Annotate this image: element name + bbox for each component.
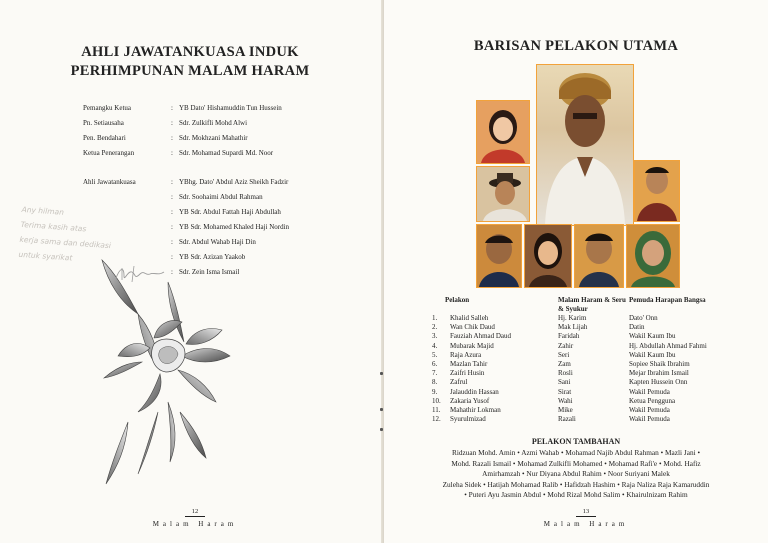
page-number: 13 bbox=[582, 508, 590, 515]
cast-role2: Mejar Ibrahim Ismail bbox=[629, 369, 689, 378]
cast-table bbox=[432, 296, 742, 424]
committee-name: Sdr. Mokhzani Mahathir bbox=[179, 133, 248, 142]
cast-rows bbox=[432, 314, 742, 424]
committee-row: : Sdr. Zein Isma Ismail bbox=[83, 264, 373, 279]
cast-number: 2. bbox=[432, 323, 438, 332]
cast-actor: Mazlan Tahir bbox=[450, 359, 488, 368]
page-number-13 bbox=[521, 508, 651, 528]
cast-actor: Khalid Salleh bbox=[450, 314, 489, 322]
cast-row bbox=[432, 397, 742, 406]
additional-cast-title: PELAKON TAMBAHAN bbox=[531, 437, 621, 446]
cast-role2: Sopiee Shaik Ibrahim bbox=[629, 359, 690, 368]
cast-row bbox=[432, 323, 742, 332]
cast-number: 5. bbox=[432, 350, 438, 359]
actor-photo-2 bbox=[574, 224, 624, 288]
page-number: 12 bbox=[191, 508, 199, 515]
cast-row bbox=[432, 415, 742, 424]
committee-row: : YB Sdr. Abdul Fattah Haji Abdullah bbox=[83, 204, 373, 219]
cast-role1: Faridah bbox=[558, 332, 580, 341]
cast-role2: Wakil Pemuda bbox=[629, 415, 670, 424]
cast-table-header bbox=[432, 296, 742, 314]
cast-title: BARISAN PELAKON UTAMA bbox=[473, 38, 679, 54]
cast-actor: Wan Chik Daud bbox=[450, 323, 495, 332]
page-number-12 bbox=[130, 508, 260, 528]
cast-role1: Wahi bbox=[558, 396, 573, 405]
additional-cast-line: Amirhamzah • Nur Diyana Abdul Rahim • Noor Suriyani Malek bbox=[482, 469, 670, 479]
committee-row: : YB Sdr. Mohamed Khaled Haji Nordin bbox=[83, 219, 373, 234]
header-actor: Pelakon bbox=[445, 296, 470, 304]
cast-role1: Rosli bbox=[558, 369, 573, 378]
pencil-note: Any hilman Terima kasih atas kerja sama dan dedikasi untuk syarikat bbox=[18, 204, 112, 263]
member-name: YBhg. Dato' Abdul Aziz Sheikh Fadzir bbox=[179, 177, 289, 186]
cast-actor: Syurulmizad bbox=[450, 415, 486, 424]
cast-row bbox=[432, 342, 742, 351]
cast-role1: Hj. Karim bbox=[558, 314, 587, 322]
cast-role1: Mak Lijah bbox=[558, 323, 588, 332]
committee-name: Sdr. Zulkifli Mohd Alwi bbox=[179, 118, 248, 127]
cast-photo-collage bbox=[476, 64, 680, 288]
cast-role2: Wakil Pemuda bbox=[629, 387, 670, 396]
cast-row bbox=[432, 388, 742, 397]
committee-title-line2: PERHIMPUNAN MALAM HARAM bbox=[70, 63, 310, 79]
committee-role: Ketua Penerangan bbox=[83, 148, 135, 157]
member-name: Sdr. Abdul Wahab Haji Din bbox=[179, 237, 256, 246]
cast-row bbox=[432, 378, 742, 387]
member-name: Sdr. Soohaimi Abdul Rahman bbox=[179, 192, 263, 201]
committee-title-line1: AHLI JAWATANKUASA INDUK bbox=[81, 44, 299, 60]
committee-role: Pemangku Ketua bbox=[83, 103, 132, 112]
cast-row bbox=[432, 332, 742, 341]
cast-number: 10. bbox=[432, 396, 441, 405]
committee-row: Pn. Setiausaha : Sdr. Zulkifli Mohd Alwi bbox=[83, 115, 373, 130]
cast-role1: Razali bbox=[558, 415, 576, 424]
flower-illustration bbox=[98, 252, 258, 502]
additional-cast-line: Mohd. Razali Ismail • Mohamad Zulkifli Mohamed • Mohamad Rafi'e • Mohd. Hafiz bbox=[451, 458, 701, 468]
footer-title: Malam Haram bbox=[152, 520, 238, 528]
actor-photo-1 bbox=[476, 224, 522, 288]
committee-name: YB Dato' Hishamuddin Tun Hussein bbox=[179, 103, 282, 112]
member-name: YB Sdr. Azizan Yaakob bbox=[179, 252, 246, 261]
header-role2: Pemuda Harapan Bangsa bbox=[629, 296, 706, 304]
additional-cast-line: Ridzuan Mohd. Amin • Azmi Wahab • Mohamad Najib Abdul Rahman • Mazli Jani • bbox=[451, 448, 701, 458]
cast-actor: Mubarak Majid bbox=[450, 341, 494, 350]
committee-row: Pemangku Ketua : YB Dato' Hishamuddin Tun Hussein bbox=[83, 100, 373, 115]
committee-name: Sdr. Mohamad Supardi Md. Noor bbox=[179, 148, 274, 157]
cast-number: 4. bbox=[432, 341, 438, 350]
cast-role2: Dato' Onn bbox=[629, 314, 658, 322]
cast-row bbox=[432, 314, 742, 323]
cast-number: 9. bbox=[432, 387, 438, 396]
actress-hijab-photo bbox=[626, 224, 680, 288]
cast-role1: Mike bbox=[558, 405, 573, 414]
actor-hat-photo bbox=[476, 166, 530, 222]
signature bbox=[112, 262, 172, 286]
cast-row bbox=[432, 406, 742, 415]
cast-row bbox=[432, 351, 742, 360]
additional-cast bbox=[404, 437, 748, 500]
right-page bbox=[384, 0, 768, 543]
cast-role1: Seri bbox=[558, 350, 570, 359]
cast-row bbox=[432, 369, 742, 378]
cast-number: 7. bbox=[432, 369, 438, 378]
cast-number: 6. bbox=[432, 359, 438, 368]
member-name: YB Sdr. Mohamed Khaled Haji Nordin bbox=[179, 222, 290, 231]
committee-row: : Sdr. Abdul Wahab Haji Din bbox=[83, 234, 373, 249]
cast-number: 1. bbox=[432, 314, 438, 322]
cast-role2: Kapten Hussein Onn bbox=[629, 378, 688, 387]
cast-actor: Zakaria Yusof bbox=[450, 396, 490, 405]
lead-actor-photo bbox=[536, 64, 634, 226]
cast-number: 11. bbox=[432, 405, 441, 414]
member-name: YB Sdr. Abdul Fattah Haji Abdullah bbox=[179, 207, 281, 216]
actor-suit-photo bbox=[634, 160, 680, 222]
cast-actor: Fauziah Ahmad Daud bbox=[450, 332, 512, 341]
committee-row: Pen. Bendahari : Sdr. Mokhzani Mahathir bbox=[83, 130, 373, 145]
cast-row bbox=[432, 360, 742, 369]
cast-role1: Zahir bbox=[558, 341, 574, 350]
member-name: Sdr. Zein Isma Ismail bbox=[179, 267, 240, 276]
cast-role2: Wakil Kaum Ibu bbox=[629, 332, 676, 341]
cast-role2: Wakil Pemuda bbox=[629, 405, 670, 414]
cast-role2: Wakil Kaum Ibu bbox=[629, 350, 676, 359]
cast-actor: Zaifri Husin bbox=[450, 369, 485, 378]
cast-role2: Datin bbox=[629, 323, 645, 332]
committee-role: Pn. Setiausaha bbox=[83, 118, 124, 127]
additional-cast-line: • Puteri Ayu Jasmin Abdul • Mohd Rizal Mohd Salim • Khairulnizam Rahim bbox=[464, 490, 688, 500]
actress-photo bbox=[476, 100, 530, 164]
cast-role2: Hj. Abdullah Ahmad Fahmi bbox=[629, 341, 707, 350]
cast-role2: Ketua Pengguna bbox=[629, 396, 676, 405]
committee-row: Ketua Penerangan : Sdr. Mohamad Supardi Md. Noor bbox=[83, 145, 373, 160]
committee-title bbox=[60, 43, 320, 81]
cast-actor: Zafrul bbox=[450, 378, 468, 387]
cast-actor: Mahathir Lokman bbox=[450, 405, 501, 414]
committee-row: : Sdr. Soohaimi Abdul Rahman bbox=[83, 189, 373, 204]
cast-number: 12. bbox=[432, 415, 441, 424]
footer-title: Malam Haram bbox=[543, 520, 629, 528]
cast-actor: Raja Azura bbox=[450, 350, 482, 359]
cast-number: 3. bbox=[432, 332, 438, 341]
committee-row: Ahli Jawatankuasa : YBhg. Dato' Abdul Aziz Sheikh Fadzir bbox=[83, 174, 373, 189]
cast-number: 8. bbox=[432, 378, 438, 387]
cast-role1: Zam bbox=[558, 359, 571, 368]
committee-row: : YB Sdr. Azizan Yaakob bbox=[83, 249, 373, 264]
members-role: Ahli Jawatankuasa bbox=[83, 177, 136, 186]
cast-actor: Jalauddin Hassan bbox=[450, 387, 499, 396]
actress-photo-2 bbox=[524, 224, 572, 288]
cast-role1: Sani bbox=[558, 378, 571, 387]
committee-role: Pen. Bendahari bbox=[83, 133, 126, 142]
header-role1: Malam Haram & Seru & Syukur bbox=[558, 296, 626, 313]
cast-role1: Sirat bbox=[558, 387, 572, 396]
additional-cast-line: Zuleha Sidek • Hatijah Mohamad Ralib • Hafidzah Hashim • Raja Naliza Raja Kamaruddin bbox=[442, 479, 710, 489]
